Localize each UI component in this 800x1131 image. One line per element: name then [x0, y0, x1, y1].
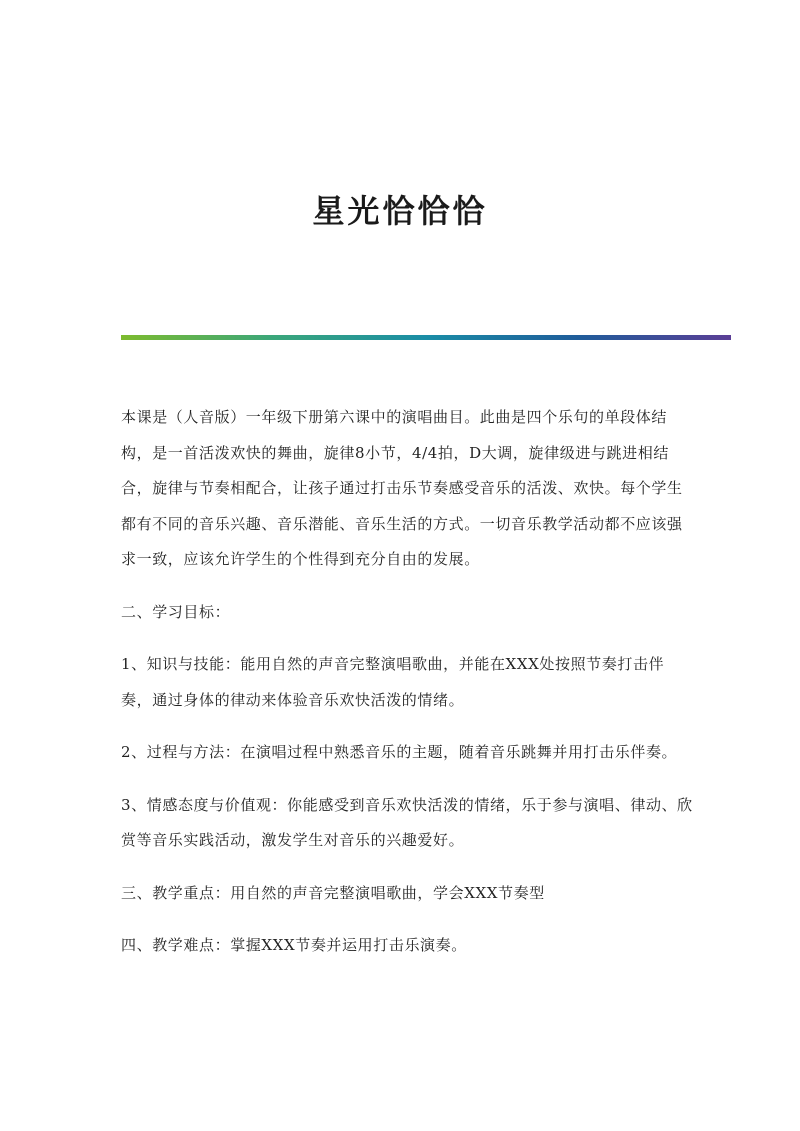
paragraph-key-points: 三、教学重点：用自然的声音完整演唱歌曲，学会XXX节奏型	[121, 883, 545, 902]
paragraph-goal-process: 2、过程与方法：在演唱过程中熟悉音乐的主题，随着音乐跳舞并用打击乐伴奏。	[121, 743, 678, 761]
paragraph-goal-attitude: 3、情感态度与价值观：你能感受到音乐欢快活泼的情绪，乐于参与演唱、律动、欣赏等音乐实践活动，激发学生对音乐的兴趣爱好。	[121, 795, 693, 849]
paragraph-intro: 本课是（人音版）一年级下册第六课中的演唱曲目。此曲是四个乐句的单段体结构，是一首活泼欢快的舞曲，旋律8小节，4/4拍，D大调，旋律级进与跳进相结合，旋律与节奏相配合，让孩子通过打击乐节奏感受音乐的活泼、欢快。每个学生都有不同的音乐兴趣、音乐潜能、音乐生活的方式。一切音乐教学活动都不应该强求一致，应该允许学生的个性得到充分自由的发展。	[121, 408, 683, 568]
page-title: 星光恰恰恰	[312, 192, 488, 230]
document-body	[121, 400, 693, 981]
paragraph-section-goals: 二、学习目标：	[121, 602, 231, 621]
paragraph-difficulties: 四、教学难点：掌握XXX节奏并运用打击乐演奏。	[121, 936, 467, 954]
paragraph-goal-knowledge: 1、知识与技能：能用自然的声音完整演唱歌曲，并能在XXX处按照节奏打击伴奏，通过身体的律动来体验音乐欢快活泼的情绪。	[121, 655, 665, 709]
title-divider	[121, 335, 731, 340]
